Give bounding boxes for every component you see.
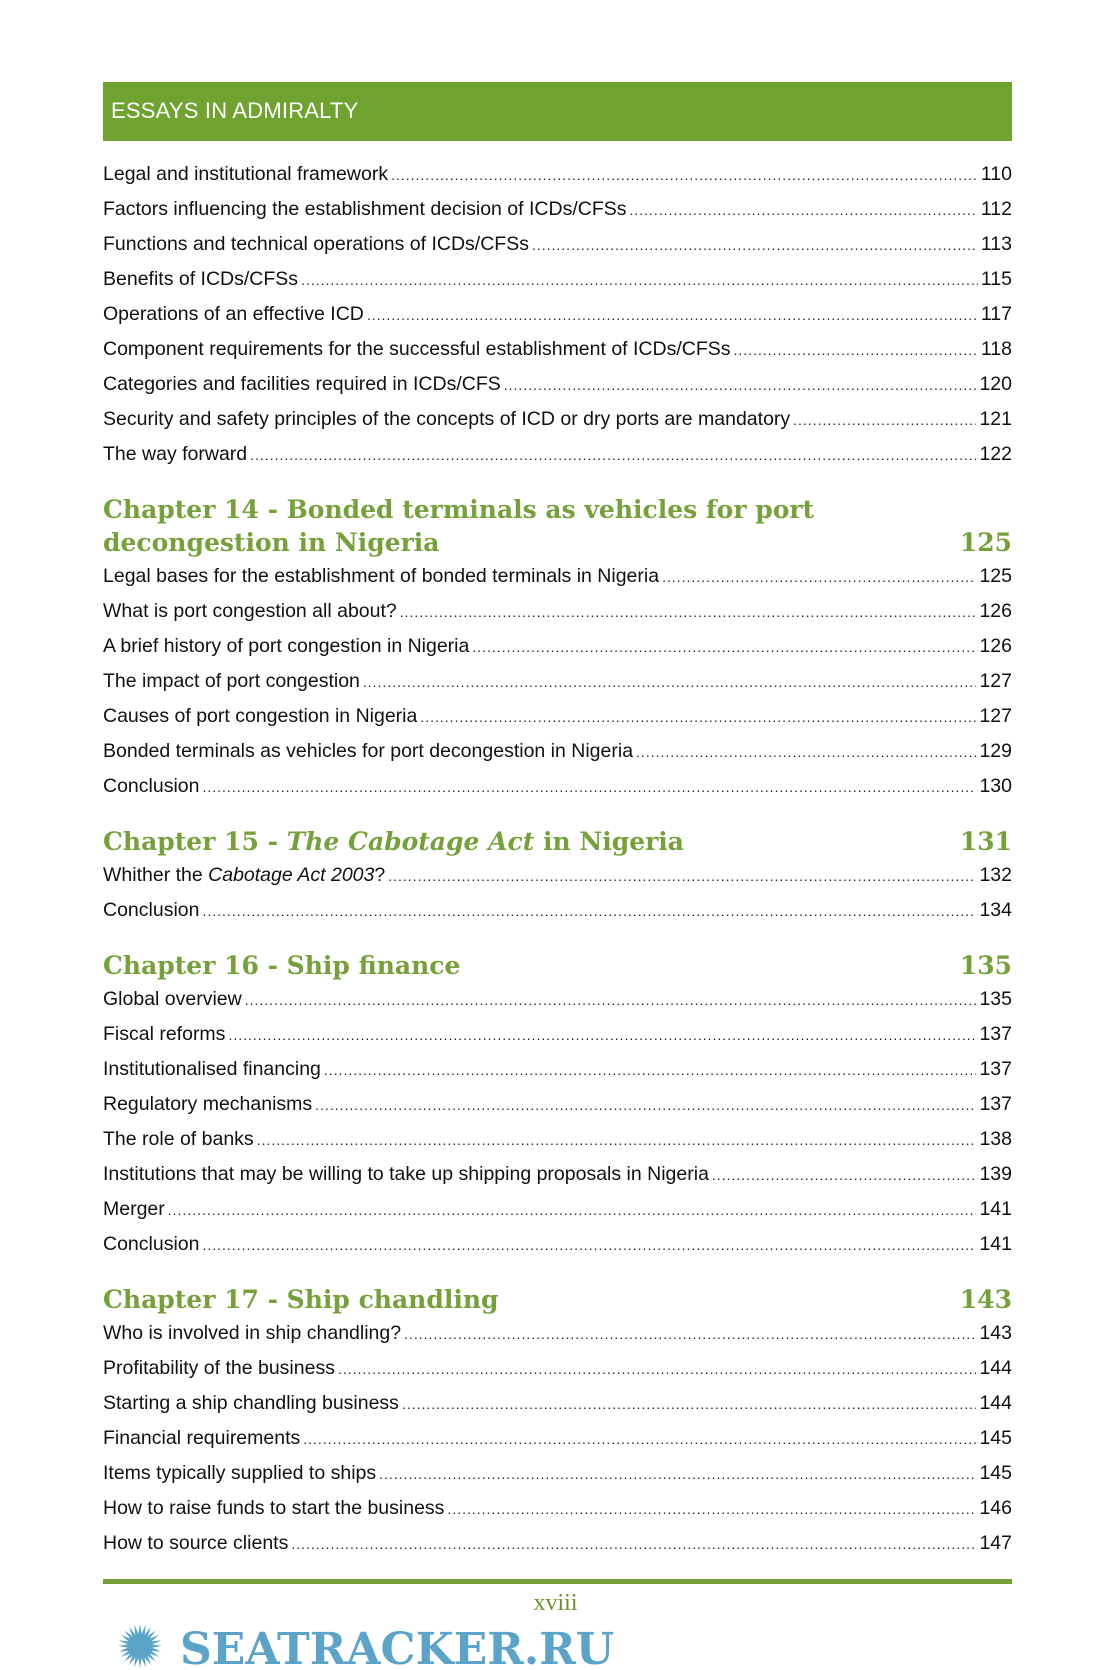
sun-ray	[118, 1644, 127, 1647]
entry-page-number: 145	[979, 1462, 1012, 1484]
sun-ray	[121, 1651, 130, 1657]
entry-title-text: Institutions that may be willing to take up shipping proposals in Nigeria	[103, 1163, 709, 1185]
toc-entry[interactable]	[103, 1192, 1012, 1227]
toc-entry[interactable]	[103, 402, 1012, 437]
toc-entry[interactable]	[103, 1386, 1012, 1421]
page-number: xviii	[533, 1590, 578, 1616]
entry-title-text: Starting a ship chandling business	[103, 1392, 399, 1414]
chapter-title	[103, 493, 960, 559]
dot-leader	[257, 1123, 977, 1158]
dot-leader	[472, 630, 976, 665]
dot-leader	[291, 1527, 976, 1562]
entry-title-rest: ?	[374, 864, 386, 886]
chapter-page-number: 125	[959, 528, 1012, 557]
dot-leader	[532, 228, 978, 263]
toc-entry[interactable]	[103, 1491, 1012, 1526]
entry-page-number: 126	[979, 600, 1012, 622]
sun-ray	[134, 1658, 138, 1667]
entry-title-text: Causes of port congestion in Nigeria	[103, 705, 418, 727]
entry-page-number: 137	[979, 1093, 1012, 1115]
entry-title-text: Merger	[103, 1198, 165, 1220]
dot-leader	[388, 859, 976, 894]
entry-title	[103, 858, 385, 893]
sun-ray	[121, 1635, 130, 1641]
entry-title	[103, 769, 199, 804]
entry-title-text: Factors influencing the establishment decision of ICDs/CFSs	[103, 198, 627, 220]
sun-ray	[138, 1624, 141, 1633]
sun-ray	[142, 1625, 146, 1634]
entry-title-text: Operations of an effective ICD	[103, 303, 364, 325]
entry-title	[103, 1386, 399, 1421]
dot-leader	[250, 438, 976, 473]
entry-page-number: 127	[979, 670, 1012, 692]
entry-page-number: 137	[979, 1058, 1012, 1080]
chapter-page-number: 143	[959, 1285, 1012, 1314]
toc-entry[interactable]	[103, 734, 1012, 769]
sun-ray	[152, 1640, 161, 1644]
entry-title	[103, 893, 199, 928]
dot-leader	[315, 1088, 976, 1123]
watermark-text: SEATRACKER.RU	[180, 1624, 615, 1670]
chapter-title	[103, 1283, 960, 1316]
entry-title-text: Profitability of the business	[103, 1357, 335, 1379]
entry-page-number: 144	[979, 1357, 1012, 1379]
entry-title	[103, 1087, 312, 1122]
sun-ray	[119, 1648, 128, 1652]
dot-leader	[420, 700, 976, 735]
toc-entry[interactable]	[103, 227, 1012, 262]
dot-leader	[629, 193, 977, 228]
entry-page-number: 139	[979, 1163, 1012, 1185]
toc-entry[interactable]	[103, 1456, 1012, 1491]
entry-title-text: Conclusion	[103, 899, 200, 921]
toc-entry[interactable]	[103, 893, 1012, 928]
toc-entry[interactable]	[103, 192, 1012, 227]
entry-title	[103, 1017, 225, 1052]
entry-title	[103, 1316, 401, 1351]
entry-title	[103, 664, 360, 699]
entry-title	[103, 1351, 335, 1386]
dot-leader	[338, 1352, 977, 1387]
dot-leader	[367, 298, 978, 333]
toc-entry[interactable]	[103, 699, 1012, 734]
dot-leader	[662, 560, 976, 595]
toc-entry[interactable]	[103, 1122, 1012, 1157]
sun-ray	[142, 1658, 146, 1667]
entry-title	[103, 1192, 165, 1227]
toc-entry[interactable]	[103, 1526, 1012, 1561]
entry-page-number: 122	[979, 443, 1012, 465]
sun-ray	[138, 1659, 141, 1668]
dot-leader	[202, 894, 976, 929]
entry-page-number: 144	[979, 1392, 1012, 1414]
entry-title	[103, 1456, 376, 1491]
toc-entry[interactable]	[103, 1316, 1012, 1351]
entry-page-number: 137	[979, 1023, 1012, 1045]
dot-leader	[712, 1158, 977, 1193]
chapter-title-rest: in Nigeria	[534, 827, 684, 856]
entry-page-number: 126	[979, 635, 1012, 657]
entry-title-text: Benefits of ICDs/CFSs	[103, 268, 299, 290]
entry-title-text: Whither the	[103, 864, 209, 886]
toc-entry[interactable]	[103, 1421, 1012, 1456]
toc-entry[interactable]	[103, 858, 1012, 893]
sun-ray	[129, 1656, 135, 1665]
sun-ray	[150, 1651, 159, 1657]
entry-page-number: 130	[979, 775, 1012, 797]
chapter-heading[interactable]	[103, 825, 1012, 858]
dot-leader	[324, 1053, 977, 1088]
toc-entry[interactable]	[103, 1351, 1012, 1386]
entry-page-number: 134	[979, 899, 1012, 921]
toc-entry[interactable]	[103, 982, 1012, 1017]
toc-entry[interactable]	[103, 332, 1012, 367]
sun-ray	[150, 1635, 159, 1641]
dot-leader	[793, 403, 976, 438]
entry-page-number: 117	[980, 303, 1012, 325]
entry-page-number: 120	[979, 373, 1012, 395]
toc-entry[interactable]	[103, 1227, 1012, 1262]
entry-title-text: Regulatory mechanisms	[103, 1093, 313, 1115]
sun-ray	[145, 1627, 151, 1636]
entry-title-text: Who is involved in ship chandling?	[103, 1322, 402, 1344]
sun-ray	[124, 1654, 132, 1662]
entry-title-italic: Cabotage Act 2003	[208, 864, 375, 886]
sun-ray	[148, 1630, 156, 1638]
sun-ray	[145, 1656, 151, 1665]
entry-title-text: Financial requirements	[103, 1427, 301, 1449]
entry-title	[103, 332, 731, 367]
entry-title	[103, 559, 659, 594]
sun-ray	[124, 1630, 132, 1638]
dot-leader	[504, 368, 977, 403]
entry-title-text: A brief history of port congestion in Nigeria	[103, 635, 470, 657]
entry-page-number: 147	[979, 1532, 1012, 1554]
chapter-heading[interactable]	[103, 493, 1012, 559]
entry-page-number: 138	[979, 1128, 1012, 1150]
entry-page-number: 127	[979, 705, 1012, 727]
entry-title	[103, 227, 529, 262]
entry-page-number: 118	[980, 338, 1012, 360]
entry-title-text: Fiscal reforms	[103, 1023, 226, 1045]
entry-title	[103, 1491, 444, 1526]
entry-title	[103, 1052, 321, 1087]
entry-page-number: 141	[979, 1198, 1012, 1220]
entry-title	[103, 734, 633, 769]
toc-entry[interactable]	[103, 594, 1012, 629]
sun-ray	[148, 1654, 156, 1662]
entry-title	[103, 594, 397, 629]
dot-leader	[400, 595, 977, 630]
entry-title-text: How to source clients	[103, 1532, 289, 1554]
dot-leader	[379, 1457, 976, 1492]
watermark-logo	[0, 1622, 1111, 1670]
entry-title	[103, 629, 469, 664]
dot-leader	[402, 1387, 977, 1422]
sun-icon	[118, 1624, 162, 1668]
entry-title	[103, 437, 247, 472]
entry-page-number: 141	[979, 1233, 1012, 1255]
toc-entry[interactable]	[103, 157, 1012, 192]
chapter-title	[103, 825, 960, 858]
entry-title	[103, 1421, 300, 1456]
sun-ray	[153, 1644, 162, 1647]
entry-page-number: 132	[979, 864, 1012, 886]
entry-title-text: What is port congestion all about?	[103, 600, 397, 622]
toc-entry[interactable]	[103, 1087, 1012, 1122]
entry-page-number: 110	[980, 163, 1012, 185]
sun-ray	[119, 1640, 128, 1644]
dot-leader	[391, 158, 978, 193]
entry-page-number: 146	[979, 1497, 1012, 1519]
dot-leader	[168, 1193, 977, 1228]
entry-title-text: How to raise funds to start the business	[103, 1497, 445, 1519]
entry-title	[103, 262, 298, 297]
dot-leader	[734, 333, 978, 368]
chapter-title	[103, 949, 960, 982]
dot-leader	[202, 1228, 976, 1263]
dot-leader	[303, 1422, 976, 1457]
dot-leader	[245, 983, 977, 1018]
entry-page-number: 135	[979, 988, 1012, 1010]
entry-title	[103, 157, 388, 192]
chapter-title-text: Chapter 16 - Ship finance	[103, 951, 461, 980]
chapter-heading[interactable]	[103, 949, 1012, 982]
table-of-contents	[103, 157, 1012, 1561]
entry-title	[103, 402, 790, 437]
toc-entry[interactable]	[103, 1052, 1012, 1087]
toc-entry[interactable]	[103, 437, 1012, 472]
footer-divider	[103, 1579, 1012, 1584]
sun-ray	[129, 1627, 135, 1636]
toc-entry[interactable]	[103, 559, 1012, 594]
entry-title-text: Legal bases for the establishment of bonded terminals in Nigeria	[103, 565, 660, 587]
entry-page-number: 143	[979, 1322, 1012, 1344]
chapter-heading[interactable]	[103, 1283, 1012, 1316]
sun-ray	[134, 1625, 138, 1634]
chapter-title-text: Chapter 14 - Bonded terminals as vehicles for port decongestion in Nigeria	[103, 495, 815, 557]
dot-leader	[404, 1317, 976, 1352]
dot-leader	[202, 770, 976, 805]
dot-leader	[447, 1492, 976, 1527]
entry-title	[103, 297, 364, 332]
entry-title	[103, 192, 626, 227]
entry-title-text: Global overview	[103, 988, 242, 1010]
toc-entry[interactable]	[103, 629, 1012, 664]
entry-title-text: The impact of port congestion	[103, 670, 360, 692]
entry-title	[103, 982, 242, 1017]
entry-title-text: Institutionalised financing	[103, 1058, 321, 1080]
entry-page-number: 129	[979, 740, 1012, 762]
entry-title-text: Items typically supplied to ships	[103, 1462, 377, 1484]
toc-entry[interactable]	[103, 769, 1012, 804]
chapter-page-number: 131	[959, 827, 1012, 856]
entry-title	[103, 1526, 288, 1561]
toc-entry[interactable]	[103, 367, 1012, 402]
entry-title-text: Conclusion	[103, 775, 200, 797]
entry-title-text: Legal and institutional framework	[103, 163, 389, 185]
entry-page-number: 112	[980, 198, 1012, 220]
entry-title	[103, 367, 501, 402]
chapter-title-italic: The Cabotage Act	[286, 827, 535, 856]
dot-leader	[363, 665, 977, 700]
dot-leader	[301, 263, 978, 298]
entry-title	[103, 1122, 254, 1157]
dot-leader	[228, 1018, 976, 1053]
entry-page-number: 115	[980, 268, 1012, 290]
entry-title-text: The way forward	[103, 443, 248, 465]
book-title: ESSAYS IN ADMIRALTY	[111, 98, 359, 123]
dot-leader	[636, 735, 976, 770]
entry-title-text: Security and safety principles of the concepts of ICD or dry ports are mandatory	[103, 408, 791, 430]
toc-entry[interactable]	[103, 664, 1012, 699]
entry-title	[103, 699, 417, 734]
entry-title-text: Conclusion	[103, 1233, 200, 1255]
entry-title	[103, 1227, 199, 1262]
chapter-page-number: 135	[959, 951, 1012, 980]
toc-entry[interactable]	[103, 1157, 1012, 1192]
entry-page-number: 121	[979, 408, 1012, 430]
toc-entry[interactable]	[103, 1017, 1012, 1052]
entry-title-text: The role of banks	[103, 1128, 254, 1150]
entry-page-number: 145	[979, 1427, 1012, 1449]
header-banner	[103, 82, 1012, 141]
chapter-title-text: Chapter 17 - Ship chandling	[103, 1285, 499, 1314]
entry-title-text: Bonded terminals as vehicles for port decongestion in Nigeria	[103, 740, 634, 762]
entry-title-text: Functions and technical operations of ICDs/CFSs	[103, 233, 529, 255]
entry-title	[103, 1157, 709, 1192]
entry-page-number: 113	[980, 233, 1012, 255]
toc-entry[interactable]	[103, 262, 1012, 297]
sun-ray	[152, 1648, 161, 1652]
entry-page-number: 125	[979, 565, 1012, 587]
toc-entry[interactable]	[103, 297, 1012, 332]
entry-title-text: Categories and facilities required in ICDs/CFS	[103, 373, 501, 395]
entry-title-text: Component requirements for the successful establishment of ICDs/CFSs	[103, 338, 731, 360]
chapter-title-text: Chapter 15 -	[103, 827, 287, 856]
